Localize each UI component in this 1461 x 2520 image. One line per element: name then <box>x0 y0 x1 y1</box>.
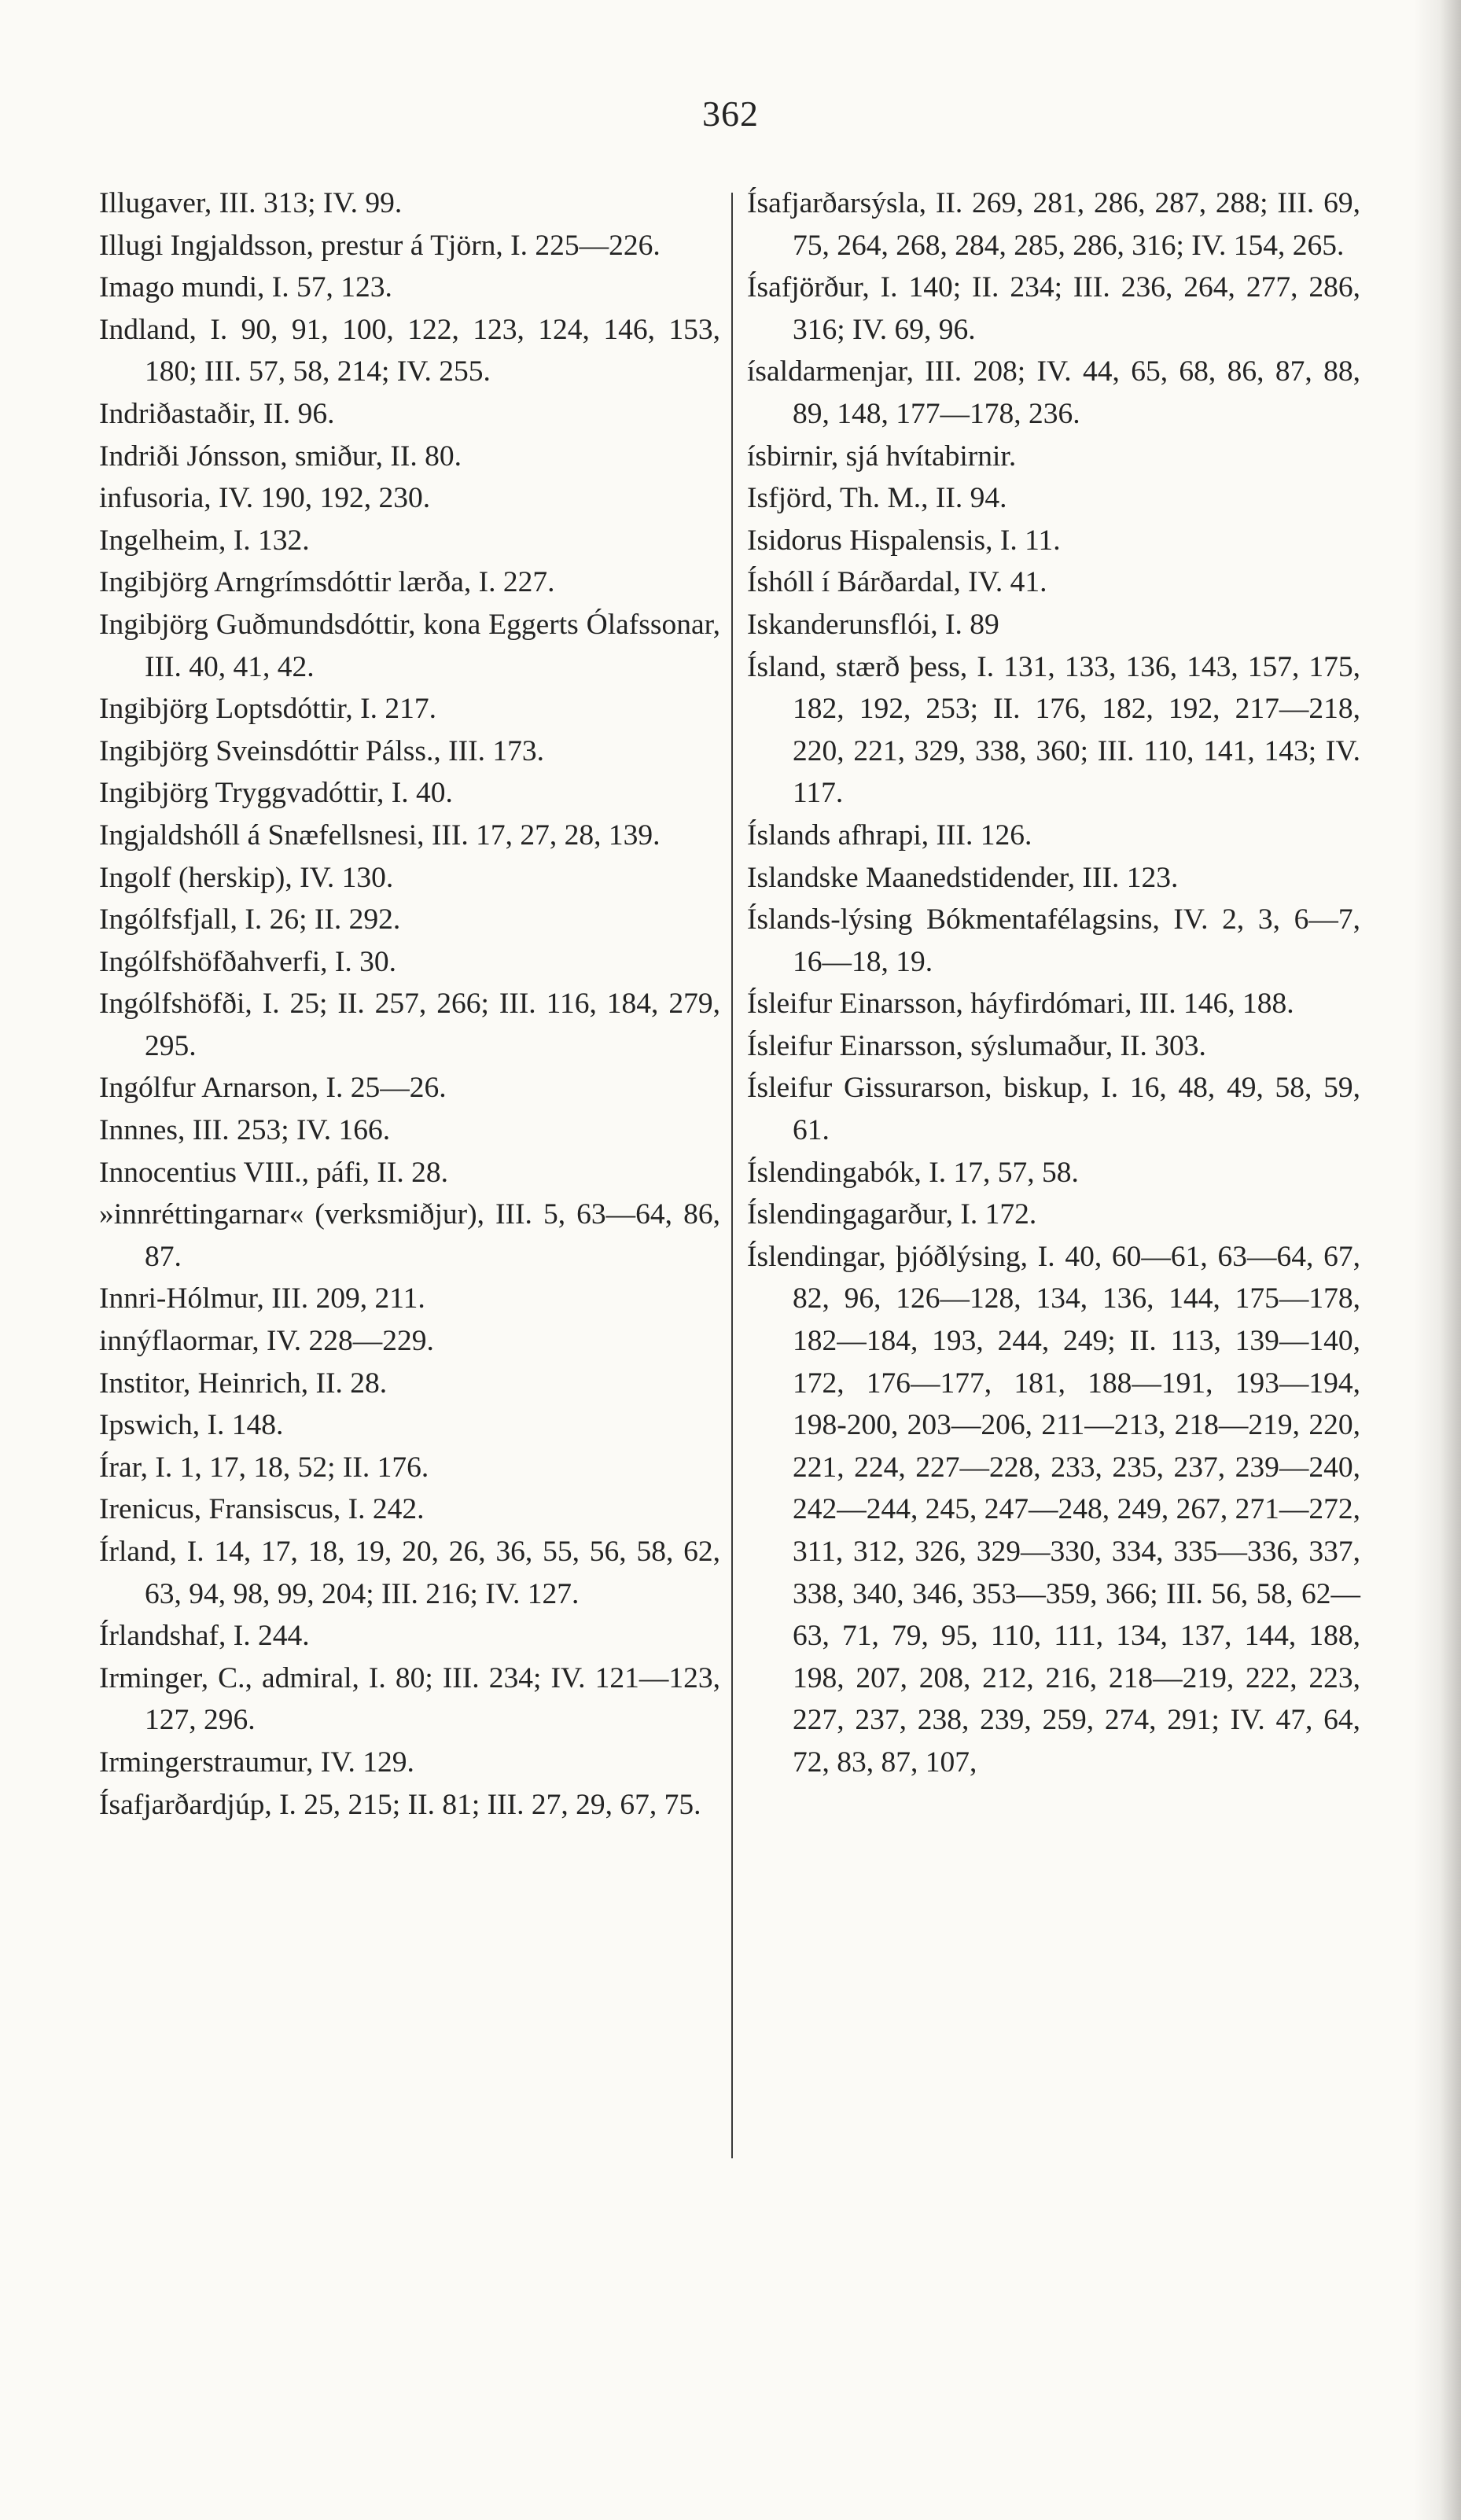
index-entry: Íslands afhrapi, III. 126. <box>747 819 1032 852</box>
index-entry: Íslendingabók, I. 17, 57, 58. <box>747 1156 1079 1189</box>
left-column <box>99 182 720 1826</box>
page-number: 362 <box>702 94 759 134</box>
index-entry: ísaldarmenjar, III. 208; IV. 44, 65, 68, 86, 87, 88, 89, 148, 177—178, 236. <box>747 355 1360 430</box>
index-entry: Illugaver, III. 313; IV. 99. <box>99 187 403 219</box>
index-entry: infusoria, IV. 190, 192, 230. <box>99 482 431 515</box>
index-entry: Isidorus Hispalensis, I. 11. <box>747 524 1061 557</box>
index-entry: Ísafjörður, I. 140; II. 234; III. 236, 264, 277, 286, 316; IV. 69, 96. <box>747 271 1360 346</box>
index-entry: Ingibjörg Arngrímsdóttir lærða, I. 227. <box>99 566 555 599</box>
index-entry: Ísleifur Einarsson, háyfirdómari, III. 146, 188. <box>747 988 1294 1021</box>
index-entry: Innri-Hólmur, III. 209, 211. <box>99 1282 425 1315</box>
index-entry: »innréttingarnar« (verksmiðjur), III. 5, 63—64, 86, 87. <box>99 1198 720 1273</box>
index-entry: Indriði Jónsson, smiður, II. 80. <box>99 440 462 473</box>
index-entry: Íslands-lýsing Bókmentafélagsins, IV. 2, 3, 6—7, 16—18, 19. <box>747 903 1360 978</box>
index-entry: Ipswich, I. 148. <box>99 1409 284 1442</box>
index-entry: Irenicus, Fransiscus, I. 242. <box>99 1493 425 1526</box>
right-column <box>747 182 1360 1784</box>
column-divider <box>731 193 733 2158</box>
index-entry: Ingólfshöfðahverfi, I. 30. <box>99 945 397 978</box>
index-entry: Ísafjarðarsýsla, II. 269, 281, 286, 287, 288; III. 69, 75, 264, 268, 284, 285, 286, 316; IV. 154, 265. <box>747 187 1360 262</box>
index-entry: Ísland, stærð þess, I. 131, 133, 136, 143, 157, 175, 182, 192, 253; II. 176, 182, 192, 217—218, 220, 221, 329, 338, 360; III. 110, 141, 143; IV. 117. <box>747 650 1360 810</box>
index-entry: Ingibjörg Tryggvadóttir, I. 40. <box>99 777 453 810</box>
index-entry: Illugi Ingjaldsson, prestur á Tjörn, I. 225—226. <box>99 229 661 262</box>
index-entry: Indriðastaðir, II. 96. <box>99 397 335 430</box>
index-entry: Innnes, III. 253; IV. 166. <box>99 1114 391 1147</box>
index-entry: Íshóll í Bárðardal, IV. 41. <box>747 566 1047 599</box>
index-entry: Ingólfur Arnarson, I. 25—26. <box>99 1072 447 1105</box>
index-entry: Iskanderunsflói, I. 89 <box>747 608 999 641</box>
index-entry: Indland, I. 90, 91, 100, 122, 123, 124, 146, 153, 180; III. 57, 58, 214; IV. 255. <box>99 313 720 388</box>
index-entry: Ingibjörg Loptsdóttir, I. 217. <box>99 693 437 726</box>
index-entry: Irmingerstraumur, IV. 129. <box>99 1746 414 1779</box>
index-entry: Írland, I. 14, 17, 18, 19, 20, 26, 36, 55, 56, 58, 62, 63, 94, 98, 99, 204; III. 216; IV. 127. <box>99 1536 720 1610</box>
index-entry: Imago mundi, I. 57, 123. <box>99 271 392 304</box>
index-entry: Irminger, C., admiral, I. 80; III. 234; IV. 121—123, 127, 296. <box>99 1661 720 1737</box>
index-entry: Írlandshaf, I. 244. <box>99 1620 310 1653</box>
index-entry: Írar, I. 1, 17, 18, 52; II. 176. <box>99 1451 429 1484</box>
index-entry: Íslendingagarður, I. 172. <box>747 1198 1037 1231</box>
index-entry: Ingelheim, I. 132. <box>99 524 310 557</box>
index-entry: Ingólfshöfði, I. 25; II. 257, 266; III. 116, 184, 279, 295. <box>99 988 720 1062</box>
index-entry: Innocentius VIII., páfi, II. 28. <box>99 1156 448 1189</box>
index-entry: Ísleifur Gissurarson, biskup, I. 16, 48, 49, 58, 59, 61. <box>747 1072 1360 1147</box>
index-entry: innýflaormar, IV. 228—229. <box>99 1325 434 1358</box>
index-entry: Institor, Heinrich, II. 28. <box>99 1367 388 1400</box>
index-entry: Íslendingar, þjóðlýsing, I. 40, 60—61, 63—64, 67, 82, 96, 126—128, 134, 136, 144, 175—178, 182—184, 193, 244, 249; II. 113, 139—140, 172, 176—177, 181, 188—191, 193—194, 198-200, 203—206, 211—213, 218—219, 220, 221, 224, 227—228, 233, 235, 237, 239—240, 242—244, 245, 247—248, 249, 267, 271—272, 311, 312, 326, 329—330, 334, 335—336, 337, 338, 340, 346, 353—359, 366; III. 56, 58, 62—63, 71, 79, 95, 110, 111, 134, 137, 144, 188, 198, 207, 208, 212, 216, 218—219, 222, 223, 227, 237, 238, 239, 259, 274, 291; IV. 47, 64, 72, 83, 87, 107, <box>747 1240 1360 1779</box>
index-entry: ísbirnir, sjá hvítabirnir. <box>747 440 1017 473</box>
index-entry: Ingólfsfjall, I. 26; II. 292. <box>99 903 401 936</box>
page-edge-shadow <box>1414 0 1461 2520</box>
index-entry: Islandske Maanedstidender, III. 123. <box>747 861 1179 894</box>
index-entry: Isfjörd, Th. M., II. 94. <box>747 482 1007 515</box>
index-entry: Ingibjörg Guðmundsdóttir, kona Eggerts Ólafssonar, III. 40, 41, 42. <box>99 608 720 683</box>
index-entry: Ísleifur Einarsson, sýslumaður, II. 303. <box>747 1029 1206 1062</box>
index-entry: Ingjaldshóll á Snæfellsnesi, III. 17, 27, 28, 139. <box>99 819 661 852</box>
index-entry: Ingolf (herskip), IV. 130. <box>99 861 394 894</box>
index-entry: Ingibjörg Sveinsdóttir Pálss., III. 173. <box>99 734 544 767</box>
index-entry: Ísafjarðardjúp, I. 25, 215; II. 81; III. 27, 29, 67, 75. <box>99 1788 701 1821</box>
